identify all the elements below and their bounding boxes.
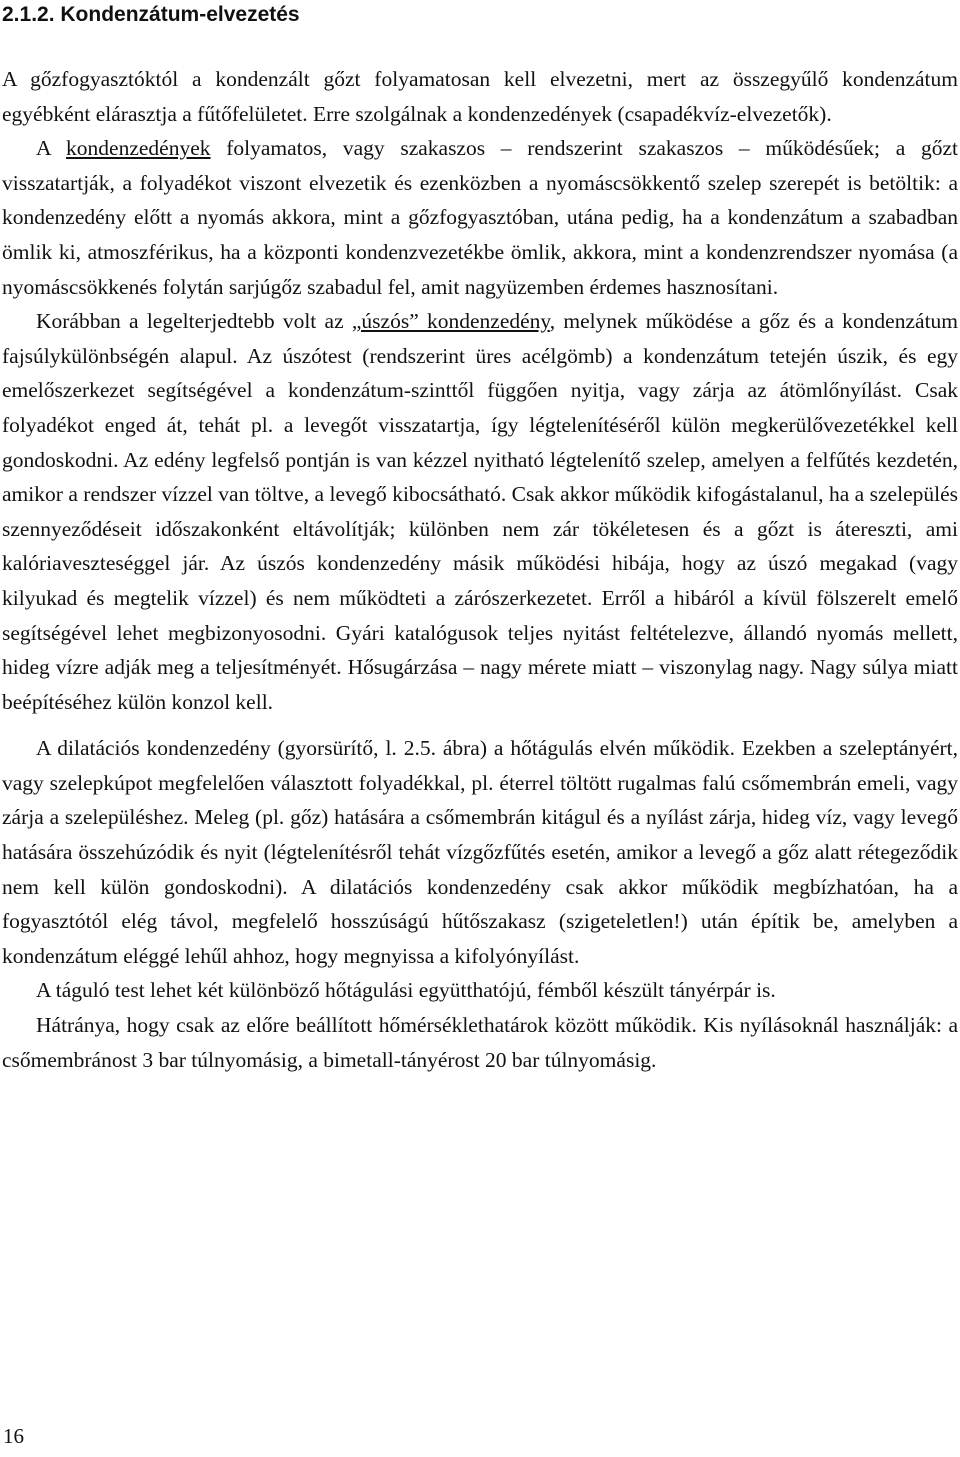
paragraph-text: , melynek működése a gőz és a kondenzátum fajsúlykülönbségén alapul. Az úszótest (rendszerint üres acélgömb) a kondenzátum tetején úszik, és egy emelőszerkezet segítségével a kondenzátum-szinttől függően nyitja, vagy zárja az átömlőnyílást. Csak folyadékot enged át, tehát pl. a levegőt visszatartja, így légtelenítéséről külön megkerülővezetékkel kell gondoskodni. Az edény legfelső pontján is van kézzel nyitható légtelenítő szelep, amelyen a felfűtés kezdetén, amikor a rendszer vízzel van töltve, a levegő kibocsátható. Csak akkor működik kifogástalanul, ha a szelepülés szennyeződéseit időszakonként eltávolítják; különben nem zár tökéletesen és a gőzt is átereszti, ami kalóriaveszteséggel jár. Az úszós kondenzedény másik működési hibája, hogy az úszó megakad (vagy kilyukad és megtelik vízzel) és nem működteti a zárószerkezetet. Erről a hibáról a kívül fölszerelt emelő segítségével lehet megbizonyosodni. Gyári katalógusok teljes nyitást feltételezve, állandó nyomás mellett, hideg vízre adják meg a teljesítményét. Hősugárzása – nagy mérete miatt – viszonylag nagy. Nagy súlya miatt beépítéséhez külön konzol kell. xyxy=(2,309,959,714)
paragraph-text: folyamatos, vagy szakaszos – rendszerint szakaszos – működésűek; a gőzt visszatartják, a folyadékot viszont elvezetik és ezenközben a nyomáscsökkentő szelep szerepét is betöltik: a kondenzedény előtt a nyomás akkora, mint a gőzfogyasztóban, utána pedig, ha a kondenzátum a szabadban ömlik ki, atmoszférikus, ha a központi kondenzvezetékbe ömlik, akkora, mint a kondenzrendszer nyomása (a nyomáscsökkenés folytán sarjúgőz szabadul fel, amit nagyüzemben érdemes hasznosítani. xyxy=(2,136,958,299)
paragraph-text: Korábban a legelterjedtebb volt az xyxy=(36,309,352,334)
paragraph-kondenzedenyek xyxy=(2,131,958,304)
paragraph-intro: A gőzfogyasztóktól a kondenzált gőzt folyamatosan kell elvezetni, mert az összegyűlő kondenzátum egyébként elárasztja a fűtőfelületet. Erre szolgálnak a kondenzedények (csapadékvíz-elvezetők). xyxy=(2,67,958,126)
term-uszos-kondenzedeny: „úszós” kondenzedény xyxy=(351,309,550,334)
paragraph-text: A xyxy=(36,136,67,161)
paragraph-tanyerpar: A táguló test lehet két különböző hőtágulási együtthatójú, fémből készült tányérpár is. xyxy=(36,978,776,1003)
paragraph-hatranya: Hátránya, hogy csak az előre beállított hőmérséklethatárok között működik. Kis nyílásoknál használják: a csőmembránost 3 bar túlnyomásig, a bimetall-tányérost 20 bar túlnyomásig. xyxy=(2,1013,958,1072)
section-heading: 2.1.2. Kondenzátum-elvezetés xyxy=(2,3,300,26)
paragraph-uszos xyxy=(2,304,958,719)
paragraph-dilatacios: A dilatációs kondenzedény (gyorsürítő, l. 2.5. ábra) a hőtágulás elvén működik. Ezekben a szeleptányért, vagy szelepkúpot megfelelően választott folyadékkal, pl. éterrel töltött rugalmas falú csőmembrán emeli, vagy zárja a szelepüléshez. Meleg (pl. gőz) hatására a csőmembrán kitágul és a nyílást zárja, hideg víz, vagy levegő hatására összehúzódik és nyit (légtelenítésről tehát vízgőzfűtés esetén, amikor a levegő a gőz alatt rétegeződik nem kell külön gondoskodni). A dilatációs kondenzedény csak akkor működik megbízhatóan, ha a fogyasztótól elég távol, megfelelő hosszúságú hűtőszakasz (szigeteletlen!) után építik be, amelyben a kondenzátum eléggé lehűl ahhoz, hogy megnyissa a kifolyónyílást. xyxy=(2,736,958,968)
term-kondenzedenyek: kondenzedények xyxy=(66,136,211,161)
body-text xyxy=(2,62,958,1077)
page-number: 16 xyxy=(3,1424,24,1448)
